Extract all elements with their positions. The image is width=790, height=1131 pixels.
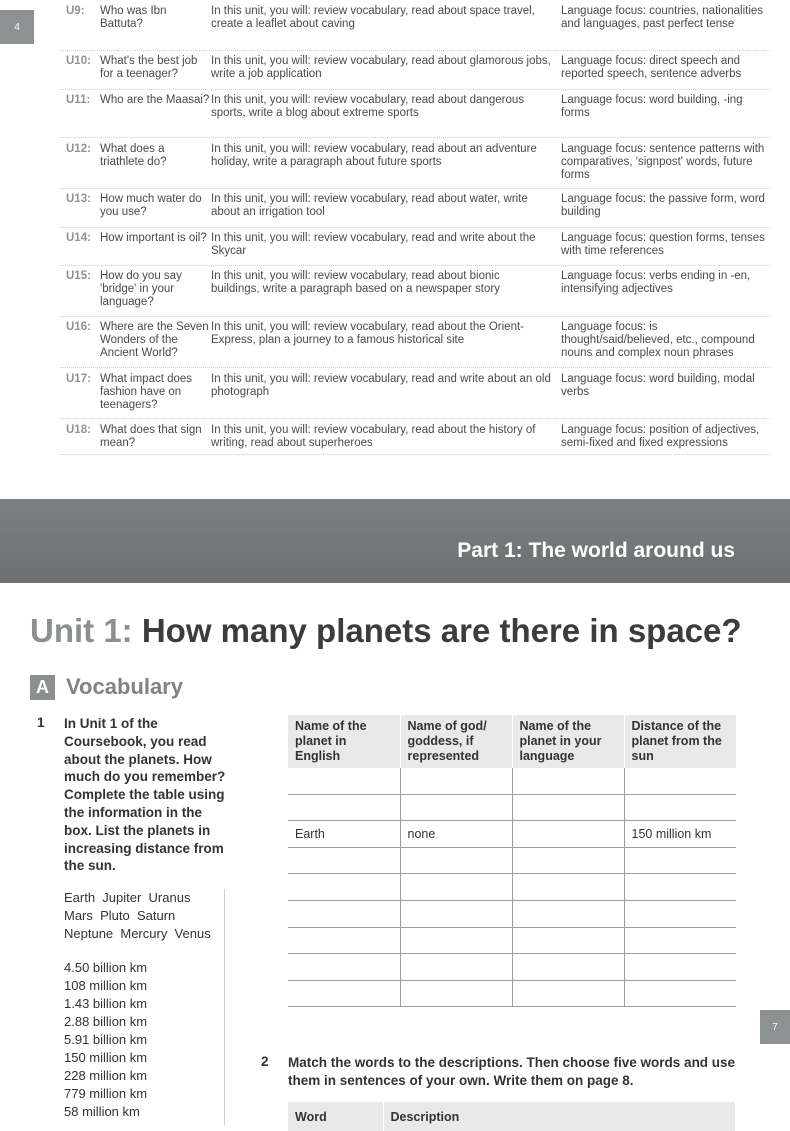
table-cell[interactable] [400, 954, 512, 981]
row-divider [60, 418, 770, 419]
unit-description: In this unit, you will: review vocabulary, read about an adventure holiday, write a paragraph about future sports [211, 143, 537, 168]
unit-description: In this unit, you will: review vocabulary, read about the Orient-Express, plan a journey to a famous historical site [211, 321, 524, 346]
unit-code: U17: [66, 373, 91, 385]
word-description-table [288, 1102, 736, 1131]
unit-code: U11: [66, 94, 91, 106]
table-cell: none [400, 821, 512, 848]
unit-description: In this unit, you will: review vocabulary, read and write about the Skycar [211, 232, 536, 257]
row-divider [60, 89, 770, 90]
information-box [64, 889, 225, 1125]
row-divider [60, 265, 770, 266]
unit-code: U12: [66, 143, 91, 155]
unit-heading [30, 612, 742, 650]
table-cell[interactable] [400, 874, 512, 901]
unit-description: In this unit, you will: review vocabulary, read about the history of writing, read about superheroes [211, 424, 536, 449]
table-row [288, 954, 736, 981]
unit-language-focus: Language focus: word building, -ing forms [561, 94, 743, 119]
unit-title: What impact does fashion have on teenagers? [100, 373, 193, 411]
row-divider [60, 367, 770, 368]
page-number-tab [0, 10, 34, 44]
column-header: Word [288, 1102, 383, 1131]
exercise-number: 1 [37, 715, 45, 730]
table-row [288, 821, 736, 848]
unit-title-main: How many planets are there in space? [141, 612, 742, 649]
column-header: Distance of the planet from the sun [624, 715, 736, 768]
unit-title: Where are the Seven Wonders of the Ancient World? [100, 321, 209, 359]
part-title: Part 1: The world around us [457, 539, 735, 562]
unit-language-focus: Language focus: verbs ending in -en, intensifying adjectives [561, 270, 751, 295]
unit-code: U16: [66, 321, 91, 333]
table-cell[interactable] [288, 794, 400, 821]
table-row [288, 794, 736, 821]
unit-code: U13: [66, 193, 91, 205]
table-cell[interactable] [624, 900, 736, 927]
table-cell[interactable] [512, 980, 624, 1007]
section-heading [30, 674, 183, 700]
unit-title: What's the best job for a teenager? [100, 55, 198, 80]
table-cell[interactable] [624, 874, 736, 901]
unit-code: U10: [66, 55, 91, 67]
page-number-tab-right [760, 1010, 790, 1044]
unit-language-focus: Language focus: word building, modal verbs [561, 373, 755, 398]
row-divider [60, 188, 770, 189]
distance-item: 779 million km [64, 1086, 148, 1101]
exercise-instruction: In Unit 1 of the Coursebook, you read about the planets. How much do you remember? Complete the table using the information in the box. List the planets in increasing distance from the sun. [64, 716, 226, 874]
table-cell[interactable] [400, 927, 512, 954]
table-header-row [288, 1102, 736, 1131]
table-cell[interactable] [400, 980, 512, 1007]
exercise-number: 2 [261, 1054, 269, 1069]
table-cell[interactable] [288, 954, 400, 981]
table-cell[interactable] [512, 768, 624, 794]
table-row [288, 980, 736, 1007]
unit-code: U15: [66, 270, 91, 282]
table-cell[interactable] [624, 980, 736, 1007]
table-cell[interactable] [288, 980, 400, 1007]
row-divider [60, 454, 770, 455]
table-header-row [288, 715, 736, 768]
table-cell[interactable] [624, 794, 736, 821]
page-number: 4 [14, 21, 20, 33]
unit-description: In this unit, you will: review vocabulary, read about water, write about an irrigation tool [211, 193, 528, 218]
table-cell[interactable] [512, 927, 624, 954]
column-header: Name of the planet in English [288, 715, 400, 768]
unit-title: How much water do you use? [100, 193, 202, 218]
unit-language-focus: Language focus: is thought/said/believed, etc., compound nouns and complex noun phrases [561, 321, 755, 359]
table-cell: 150 million km [624, 821, 736, 848]
table-cell[interactable] [400, 794, 512, 821]
unit-title: How do you say 'bridge' in your language? [100, 270, 182, 308]
unit-code: U9: [66, 5, 85, 17]
table-cell[interactable] [400, 847, 512, 874]
table-cell[interactable] [512, 821, 624, 848]
exercise-instruction: Match the words to the descriptions. Then choose five words and use them in sentences of your own. Write them on page 8. [288, 1055, 736, 1088]
unit-description: In this unit, you will: review vocabulary, read and write about an old photograph [211, 373, 551, 398]
table-cell[interactable] [624, 847, 736, 874]
unit-description: In this unit, you will: review vocabulary, read about glamorous jobs, write a job application [211, 55, 551, 80]
distance-item: 2.88 billion km [64, 1014, 148, 1029]
unit-description: In this unit, you will: review vocabulary, read about space travel, create a leaflet about caving [211, 5, 535, 30]
table-cell[interactable] [624, 768, 736, 794]
row-divider [60, 316, 770, 317]
table-cell[interactable] [400, 900, 512, 927]
planet-names-line: Mars Pluto Saturn [64, 908, 176, 923]
unit-language-focus: Language focus: sentence patterns with comparatives, 'signpost' words, future forms [561, 143, 765, 181]
planet-table [288, 715, 736, 1007]
column-header: Name of god/ goddess, if represented [400, 715, 512, 768]
unit-language-focus: Language focus: question forms, tenses with time references [561, 232, 765, 257]
distance-item: 228 million km [64, 1068, 148, 1083]
table-row [288, 874, 736, 901]
page-number-right: 7 [772, 1021, 778, 1033]
unit-language-focus: Language focus: countries, nationalities and languages, past perfect tense [561, 5, 764, 30]
unit-code: U14: [66, 232, 91, 244]
table-row [288, 768, 736, 794]
unit-title: How important is oil? [100, 232, 207, 244]
table-cell[interactable] [400, 768, 512, 794]
section-title: Vocabulary [66, 674, 183, 699]
table-cell[interactable] [512, 900, 624, 927]
distance-item: 150 million km [64, 1050, 148, 1065]
table-cell: Earth [288, 821, 400, 848]
table-cell[interactable] [512, 954, 624, 981]
row-divider [60, 227, 770, 228]
table-cell[interactable] [288, 927, 400, 954]
table-row [288, 847, 736, 874]
table-cell[interactable] [512, 794, 624, 821]
row-divider [60, 50, 770, 51]
unit-title: What does a triathlete do? [100, 143, 167, 168]
unit-code: U18: [66, 424, 91, 436]
table-cell[interactable] [512, 874, 624, 901]
column-header: Name of the planet in your language [512, 715, 624, 768]
part-banner [0, 499, 790, 583]
distance-item: 58 million km [64, 1104, 140, 1119]
table-cell[interactable] [288, 768, 400, 794]
table-cell[interactable] [624, 954, 736, 981]
unit-description: In this unit, you will: review vocabulary, read about dangerous sports, write a blog about extreme sports [211, 94, 525, 119]
table-cell[interactable] [288, 847, 400, 874]
distance-item: 4.50 billion km [64, 960, 148, 975]
unit-language-focus: Language focus: direct speech and reported speech, sentence adverbs [561, 55, 742, 80]
unit-language-focus: Language focus: the passive form, word building [561, 193, 765, 218]
unit-title: Who was Ibn Battuta? [100, 5, 167, 30]
planet-names-line: Earth Jupiter Uranus [64, 890, 191, 905]
section-letter-badge: A [30, 675, 55, 700]
unit-description: In this unit, you will: review vocabulary, read about bionic buildings, write a paragraph based on a newspaper story [211, 270, 500, 295]
unit-label: Unit 1: [30, 612, 133, 649]
planet-names-line: Neptune Mercury Venus [64, 926, 211, 941]
table-cell[interactable] [512, 847, 624, 874]
row-divider [60, 137, 770, 138]
table-cell[interactable] [624, 927, 736, 954]
distance-item: 108 million km [64, 978, 148, 993]
distance-item: 5.91 billion km [64, 1032, 148, 1047]
table-cell[interactable] [288, 900, 400, 927]
unit-title: What does that sign mean? [100, 424, 202, 449]
unit-language-focus: Language focus: position of adjectives, semi-fixed and fixed expressions [561, 424, 760, 449]
table-cell[interactable] [288, 874, 400, 901]
unit-title: Who are the Maasai? [100, 94, 210, 106]
table-row [288, 900, 736, 927]
column-header: Description [383, 1102, 736, 1131]
table-row [288, 927, 736, 954]
distance-item: 1.43 billion km [64, 996, 148, 1011]
